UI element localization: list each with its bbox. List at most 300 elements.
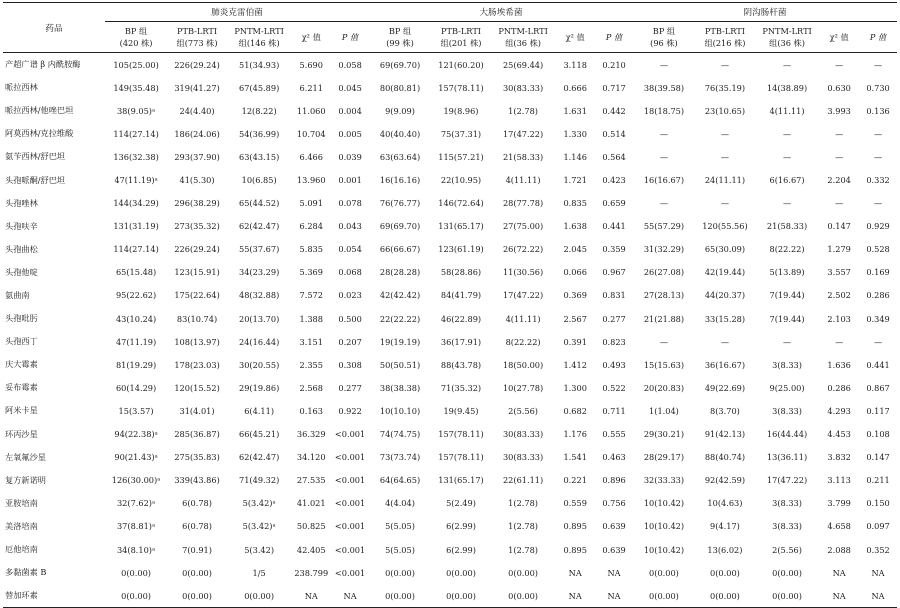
value-cell: 5.091 bbox=[299, 198, 323, 209]
value-cell: 47(11.19) bbox=[115, 336, 157, 347]
value-cell: 0.108 bbox=[866, 429, 890, 440]
value-cell: 0(0.00) bbox=[167, 584, 227, 608]
value-cell: 20(13.70) bbox=[239, 313, 280, 324]
value-cell: 0.831 bbox=[602, 290, 626, 301]
value-cell: — bbox=[873, 198, 883, 209]
value-cell: 21(58.33) bbox=[766, 221, 808, 232]
value-cell: 6.211 bbox=[299, 82, 323, 93]
value-cell: 0.391 bbox=[563, 336, 587, 347]
value-cell: 131(65.17) bbox=[438, 221, 484, 232]
value-cell: 1.638 bbox=[563, 221, 587, 232]
value-cell: 10(10.10) bbox=[379, 405, 421, 416]
value-cell: 16(16.67) bbox=[643, 175, 685, 186]
drug-name-cell: 头孢他啶 bbox=[5, 266, 38, 277]
subheader-line2: (96 株) bbox=[650, 38, 678, 48]
value-cell: 10(10.42) bbox=[643, 544, 685, 555]
value-cell: 0(0.00) bbox=[369, 584, 431, 608]
value-cell: 3.557 bbox=[827, 267, 851, 278]
value-cell: 69(69.70) bbox=[379, 59, 421, 70]
value-cell: 131(65.17) bbox=[438, 475, 484, 486]
value-cell: 27.535 bbox=[296, 475, 326, 486]
value-cell: 0(0.00) bbox=[227, 584, 291, 608]
value-cell: 34(23.29) bbox=[239, 267, 280, 278]
value-cell: 114(27.14) bbox=[113, 128, 159, 139]
value-cell: 0.463 bbox=[602, 452, 626, 463]
value-cell: 90(21.43)ᵃ bbox=[114, 452, 158, 463]
subheader-cell bbox=[331, 22, 369, 53]
value-cell: 4.453 bbox=[827, 429, 851, 440]
value-cell: 123(15.91) bbox=[174, 267, 220, 278]
table-row bbox=[3, 145, 897, 168]
value-cell: 4.293 bbox=[827, 405, 851, 416]
value-cell: 0.441 bbox=[866, 359, 890, 370]
value-cell: 273(35.32) bbox=[174, 221, 220, 232]
subheader-cell bbox=[695, 22, 755, 53]
value-cell: 1.176 bbox=[563, 429, 587, 440]
value-cell: 65(30.09) bbox=[704, 244, 746, 255]
value-cell: — bbox=[782, 128, 792, 139]
value-cell: 32(33.33) bbox=[643, 475, 685, 486]
value-cell: 3.993 bbox=[827, 105, 851, 116]
value-cell: — bbox=[720, 336, 730, 347]
value-cell: 20(20.83) bbox=[643, 382, 685, 393]
table-row bbox=[3, 215, 897, 238]
drug-name-cell: 多黏菌素 B bbox=[5, 567, 47, 578]
value-cell: NA bbox=[607, 567, 621, 578]
value-cell: 5.835 bbox=[299, 244, 323, 255]
drug-name-cell: 美洛培南 bbox=[5, 520, 38, 531]
value-cell: 293(37.90) bbox=[174, 151, 220, 162]
table-row bbox=[3, 238, 897, 261]
value-cell: 0.639 bbox=[602, 521, 626, 532]
value-cell: 3(8.33) bbox=[772, 359, 802, 370]
table-row bbox=[3, 261, 897, 284]
value-cell: 2.502 bbox=[827, 290, 851, 301]
value-cell: 0.896 bbox=[602, 475, 626, 486]
drug-name-cell: 头孢吡肟 bbox=[5, 313, 38, 324]
value-cell: 5(13.89) bbox=[769, 267, 805, 278]
value-cell: — bbox=[835, 151, 844, 162]
table-row bbox=[3, 376, 897, 399]
value-cell: 32(7.62)ᵃ bbox=[116, 498, 156, 509]
value-cell: 0.929 bbox=[866, 221, 890, 232]
value-cell: 69(69.70) bbox=[379, 221, 421, 232]
drug-name-cell: 环丙沙星 bbox=[5, 428, 38, 439]
value-cell: 0.221 bbox=[563, 475, 587, 486]
value-cell: 3.151 bbox=[299, 336, 323, 347]
value-cell: 0.522 bbox=[602, 382, 626, 393]
value-cell: 28(29.17) bbox=[643, 452, 685, 463]
value-cell: 1(2.78) bbox=[508, 521, 538, 532]
table-row bbox=[3, 561, 897, 584]
value-cell: 37(8.81)ᵃ bbox=[116, 521, 156, 532]
value-cell: 76(76.77) bbox=[379, 198, 421, 209]
value-cell: NA bbox=[568, 567, 582, 578]
value-cell: 1(1.04) bbox=[649, 405, 679, 416]
value-cell: 1/5 bbox=[252, 567, 266, 578]
value-cell: 24(16.44) bbox=[239, 336, 280, 347]
value-cell: 0.308 bbox=[338, 359, 362, 370]
value-cell: 6(4.11) bbox=[244, 405, 275, 416]
group-header-enterobacter: 阴沟肠杆菌 bbox=[633, 3, 897, 22]
value-cell: 0.559 bbox=[563, 498, 587, 509]
table-row bbox=[3, 122, 897, 145]
value-cell: 8(3.70) bbox=[710, 405, 740, 416]
value-cell: 5(3.42)ᵃ bbox=[242, 521, 276, 532]
value-cell: 14(38.89) bbox=[766, 82, 808, 93]
subheader-line1: BP 组 bbox=[652, 26, 676, 36]
value-cell: 6(2.99) bbox=[446, 544, 476, 555]
value-cell: 0.756 bbox=[602, 498, 626, 509]
value-cell: 2(5.56) bbox=[508, 405, 538, 416]
value-cell: 16(16.16) bbox=[379, 175, 421, 186]
value-cell: 38(38.38) bbox=[379, 382, 421, 393]
value-cell: 0(0.00) bbox=[105, 584, 167, 608]
value-cell: 47(11.19)ᵃ bbox=[114, 175, 158, 186]
value-cell: 3.832 bbox=[827, 452, 851, 463]
value-cell: 36(16.67) bbox=[704, 359, 746, 370]
value-cell: 157(78.11) bbox=[438, 429, 484, 440]
subheader-cell bbox=[819, 22, 859, 53]
value-cell: — bbox=[659, 151, 669, 162]
value-cell: 31(4.01) bbox=[179, 405, 215, 416]
value-cell: 33(15.28) bbox=[704, 313, 746, 324]
drug-name-cell: 阿米卡星 bbox=[5, 405, 38, 416]
value-cell: 157(78.11) bbox=[438, 82, 484, 93]
value-cell: 0.211 bbox=[866, 475, 890, 486]
value-cell: 40(40.40) bbox=[379, 128, 421, 139]
value-cell: 36.329 bbox=[296, 429, 326, 440]
value-cell: 22(61.11) bbox=[502, 475, 544, 486]
subheader-cell bbox=[595, 22, 633, 53]
value-cell: 2.204 bbox=[827, 175, 851, 186]
subheader-line2: 组(146 株) bbox=[238, 38, 280, 48]
value-cell: 42.405 bbox=[296, 544, 326, 555]
value-cell: 0.441 bbox=[602, 221, 626, 232]
value-cell: 26(27.08) bbox=[643, 267, 685, 278]
value-cell: 6(0.78) bbox=[182, 498, 212, 509]
table-row bbox=[3, 584, 897, 608]
value-cell: NA bbox=[555, 584, 595, 608]
value-cell: 38(39.58) bbox=[643, 82, 685, 93]
value-cell: 0.659 bbox=[602, 198, 626, 209]
value-cell: 11(30.56) bbox=[502, 267, 544, 278]
value-cell: 0.286 bbox=[827, 382, 851, 393]
value-cell: 0.054 bbox=[338, 244, 362, 255]
value-cell: 29(30.21) bbox=[643, 429, 685, 440]
table-row bbox=[3, 76, 897, 99]
resistance-table-page bbox=[0, 2, 900, 601]
table-row bbox=[3, 515, 897, 538]
value-cell: 21(21.88) bbox=[643, 313, 685, 324]
value-cell: 120(15.52) bbox=[174, 382, 220, 393]
value-cell: 46(22.89) bbox=[440, 313, 482, 324]
value-cell: 0.332 bbox=[866, 175, 890, 186]
value-cell: 149(35.48) bbox=[113, 82, 159, 93]
value-cell: 1.636 bbox=[827, 359, 851, 370]
value-cell: 30(83.33) bbox=[502, 82, 544, 93]
value-cell: 54(36.99) bbox=[239, 128, 280, 139]
value-cell: <0.001 bbox=[334, 521, 366, 532]
value-cell: NA bbox=[859, 584, 897, 608]
value-cell: 7(19.44) bbox=[769, 313, 805, 324]
value-cell: 5.690 bbox=[299, 59, 323, 70]
value-cell: 2.355 bbox=[299, 359, 323, 370]
value-cell: 6.466 bbox=[299, 151, 323, 162]
value-cell: 0.058 bbox=[338, 59, 362, 70]
value-cell: 1.300 bbox=[563, 382, 587, 393]
drug-name-cell: 产超广谱 β 内酰胺酶 bbox=[5, 59, 81, 70]
value-cell: 83(10.74) bbox=[176, 313, 218, 324]
value-cell: 66(45.21) bbox=[239, 429, 280, 440]
subheader-line2: 组(216 株) bbox=[704, 38, 746, 48]
value-cell: 0.277 bbox=[602, 313, 626, 324]
header-sub-row bbox=[3, 22, 897, 53]
drug-name-cell: 哌拉西林 bbox=[5, 82, 38, 93]
value-cell: 41.021 bbox=[296, 498, 326, 509]
value-cell: 0.097 bbox=[866, 521, 890, 532]
value-cell: 95(22.62) bbox=[115, 290, 157, 301]
value-cell: 27(28.13) bbox=[643, 290, 685, 301]
value-cell: 13(6.02) bbox=[707, 544, 743, 555]
value-cell: 23(10.65) bbox=[704, 105, 746, 116]
value-cell: 5(3.42) bbox=[244, 544, 275, 555]
value-cell: 121(60.20) bbox=[438, 59, 484, 70]
value-cell: NA bbox=[819, 584, 859, 608]
value-cell: 0.555 bbox=[602, 429, 626, 440]
value-cell: 44(20.37) bbox=[704, 290, 746, 301]
value-cell: — bbox=[782, 198, 792, 209]
value-cell: 0.835 bbox=[563, 198, 587, 209]
value-cell: 0.564 bbox=[602, 151, 626, 162]
value-cell: — bbox=[873, 59, 883, 70]
value-cell: 76(35.19) bbox=[704, 82, 746, 93]
value-cell: 0.004 bbox=[338, 105, 362, 116]
value-cell: 13.960 bbox=[296, 175, 326, 186]
subheader-line2: (420 株) bbox=[119, 38, 153, 48]
value-cell: 55(37.67) bbox=[239, 244, 280, 255]
table-row bbox=[3, 353, 897, 376]
drug-name-cell: 左氧氟沙星 bbox=[5, 451, 46, 462]
value-cell: 66(66.67) bbox=[379, 244, 421, 255]
value-cell: 0.895 bbox=[563, 544, 587, 555]
subheader-line1: χ² 值 bbox=[565, 32, 585, 42]
value-cell: 0.895 bbox=[563, 521, 587, 532]
subheader-line1: PNTM-LRTI bbox=[234, 26, 284, 36]
value-cell: 0(0.00) bbox=[772, 567, 802, 578]
value-cell: 0.147 bbox=[827, 221, 851, 232]
value-cell: 12(8.22) bbox=[241, 105, 277, 116]
value-cell: 0(0.00) bbox=[431, 584, 491, 608]
drug-name-cell: 亚胺培南 bbox=[5, 497, 38, 508]
drug-name-cell: 头孢西丁 bbox=[5, 336, 38, 347]
subheader-cell bbox=[167, 22, 227, 53]
value-cell: 6(0.78) bbox=[182, 521, 212, 532]
value-cell: 41(5.30) bbox=[179, 175, 215, 186]
value-cell: 2.568 bbox=[299, 382, 323, 393]
table-row bbox=[3, 307, 897, 330]
value-cell: 65(44.52) bbox=[239, 198, 280, 209]
value-cell: 3(8.33) bbox=[772, 498, 802, 509]
value-cell: 0.163 bbox=[299, 405, 323, 416]
value-cell: 84(41.79) bbox=[440, 290, 482, 301]
value-cell: 175(22.64) bbox=[174, 290, 220, 301]
value-cell: 0.005 bbox=[338, 128, 362, 139]
value-cell: 5(2.49) bbox=[446, 498, 476, 509]
value-cell: 0.066 bbox=[563, 267, 587, 278]
value-cell: 238.799 bbox=[294, 567, 329, 578]
value-cell: <0.001 bbox=[334, 544, 366, 555]
value-cell: 0.068 bbox=[338, 267, 362, 278]
value-cell: 2(5.56) bbox=[772, 544, 802, 555]
drug-name-cell: 头孢哌酮/舒巴坦 bbox=[5, 174, 66, 185]
value-cell: 0.666 bbox=[563, 82, 587, 93]
value-cell: 123(61.19) bbox=[438, 244, 484, 255]
value-cell: — bbox=[782, 336, 792, 347]
value-cell: 4(11.11) bbox=[505, 313, 541, 324]
value-cell: — bbox=[659, 128, 669, 139]
value-cell: 1.330 bbox=[563, 128, 587, 139]
value-cell: 4(11.11) bbox=[769, 105, 805, 116]
drug-name-cell: 氨苄西林/舒巴坦 bbox=[5, 151, 66, 162]
value-cell: — bbox=[720, 59, 730, 70]
table-row bbox=[3, 399, 897, 422]
value-cell: 136(32.38) bbox=[113, 151, 159, 162]
resistance-table bbox=[3, 2, 897, 608]
value-cell: 0(0.00) bbox=[508, 567, 538, 578]
value-cell: 62(42.47) bbox=[239, 221, 280, 232]
value-cell: 42(19.44) bbox=[704, 267, 746, 278]
value-cell: 91(42.13) bbox=[704, 429, 746, 440]
value-cell: 0.286 bbox=[866, 290, 890, 301]
value-cell: 1.412 bbox=[563, 359, 587, 370]
subheader-cell bbox=[491, 22, 555, 53]
drug-name-cell: 氨曲南 bbox=[5, 289, 30, 300]
subheader-line1: P 值 bbox=[605, 32, 623, 42]
value-cell: 55(57.29) bbox=[643, 221, 685, 232]
value-cell: 5(3.42)ᵃ bbox=[242, 498, 276, 509]
value-cell: — bbox=[782, 151, 792, 162]
value-cell: 0.711 bbox=[602, 405, 626, 416]
drug-name-cell: 复方新诺明 bbox=[5, 474, 46, 485]
value-cell: 1(2.78) bbox=[508, 105, 538, 116]
value-cell: 43(10.24) bbox=[115, 313, 157, 324]
value-cell: 0(0.00) bbox=[121, 567, 151, 578]
table-row bbox=[3, 192, 897, 215]
value-cell: 1.631 bbox=[563, 105, 587, 116]
subheader-line1: PTB-LRTI bbox=[440, 26, 482, 36]
value-cell: — bbox=[782, 59, 792, 70]
table-body bbox=[3, 53, 897, 608]
value-cell: 1.388 bbox=[299, 313, 323, 324]
subheader-line1: P 值 bbox=[869, 32, 887, 42]
value-cell: 2.567 bbox=[563, 313, 587, 324]
drug-name-cell: 头孢呋辛 bbox=[5, 220, 38, 231]
value-cell: 146(72.64) bbox=[438, 198, 484, 209]
value-cell: 25(69.44) bbox=[502, 59, 544, 70]
value-cell: 94(22.38)ᵃ bbox=[114, 429, 158, 440]
value-cell: 2.103 bbox=[827, 313, 851, 324]
table-row bbox=[3, 469, 897, 492]
value-cell: 10(10.42) bbox=[643, 521, 685, 532]
value-cell: 88(40.74) bbox=[704, 452, 746, 463]
value-cell: — bbox=[659, 59, 669, 70]
value-cell: 0(0.00) bbox=[755, 584, 819, 608]
value-cell: 1.721 bbox=[563, 175, 587, 186]
drug-name-cell: 妥布霉素 bbox=[5, 382, 38, 393]
value-cell: 34.120 bbox=[296, 452, 326, 463]
value-cell: 16(44.44) bbox=[766, 429, 808, 440]
value-cell: 0.423 bbox=[602, 175, 626, 186]
value-cell: — bbox=[659, 336, 669, 347]
group-header-klebsiella: 肺炎克雷伯菌 bbox=[105, 3, 369, 22]
value-cell: 73(73.74) bbox=[379, 452, 421, 463]
value-cell: NA bbox=[832, 567, 846, 578]
value-cell: 0.117 bbox=[866, 405, 890, 416]
value-cell: NA bbox=[595, 584, 633, 608]
value-cell: 60(14.29) bbox=[115, 382, 157, 393]
value-cell: 296(38.29) bbox=[174, 198, 220, 209]
value-cell: 0.922 bbox=[338, 405, 362, 416]
value-cell: 88(43.78) bbox=[440, 359, 482, 370]
value-cell: 10(6.85) bbox=[241, 175, 277, 186]
value-cell: 8(22.22) bbox=[505, 336, 541, 347]
value-cell: 24(11.11) bbox=[704, 175, 746, 186]
value-cell: 24(4.40) bbox=[179, 105, 215, 116]
value-cell: 131(31.19) bbox=[113, 221, 159, 232]
value-cell: 0.359 bbox=[602, 244, 626, 255]
value-cell: 81(19.29) bbox=[115, 359, 157, 370]
value-cell: 22(10.95) bbox=[440, 175, 482, 186]
value-cell: 36(17.91) bbox=[440, 336, 482, 347]
value-cell: 19(9.45) bbox=[443, 405, 479, 416]
table-row bbox=[3, 284, 897, 307]
value-cell: 114(27.14) bbox=[113, 244, 159, 255]
subheader-line1: PNTM-LRTI bbox=[498, 26, 548, 36]
value-cell: 8(22.22) bbox=[769, 244, 805, 255]
drug-name-cell: 哌拉西林/他唑巴坦 bbox=[5, 105, 74, 116]
table-row bbox=[3, 330, 897, 353]
drug-name-cell: 替加环素 bbox=[3, 584, 105, 608]
value-cell: 3.799 bbox=[827, 498, 851, 509]
value-cell: — bbox=[873, 128, 883, 139]
value-cell: 0.442 bbox=[602, 105, 626, 116]
value-cell: 0.369 bbox=[563, 290, 587, 301]
value-cell: 0.045 bbox=[338, 82, 362, 93]
value-cell: 63(43.15) bbox=[239, 151, 280, 162]
value-cell: 126(30.00)ᵃ bbox=[111, 475, 161, 486]
value-cell: 26(72.22) bbox=[502, 244, 544, 255]
value-cell: 0.169 bbox=[866, 267, 890, 278]
value-cell: 285(36.87) bbox=[174, 429, 220, 440]
subheader-line2: 组(201 株) bbox=[440, 38, 482, 48]
group-header-ecoli: 大肠埃希菌 bbox=[369, 3, 633, 22]
drug-name-cell: 阿莫西林/克拉维酸 bbox=[5, 128, 74, 139]
value-cell: — bbox=[835, 336, 844, 347]
value-cell: 30(83.33) bbox=[502, 452, 544, 463]
value-cell: 50.825 bbox=[296, 521, 326, 532]
subheader-cell bbox=[633, 22, 695, 53]
value-cell: 5.369 bbox=[299, 267, 323, 278]
value-cell: 10(4.63) bbox=[707, 498, 743, 509]
value-cell: 22(22.22) bbox=[379, 313, 421, 324]
value-cell: 0.001 bbox=[338, 175, 362, 186]
value-cell: 1.279 bbox=[827, 244, 851, 255]
value-cell: 15(3.57) bbox=[118, 405, 154, 416]
value-cell: 6.284 bbox=[299, 221, 323, 232]
value-cell: 0.078 bbox=[338, 198, 362, 209]
subheader-line1: PTB-LRTI bbox=[704, 26, 745, 36]
